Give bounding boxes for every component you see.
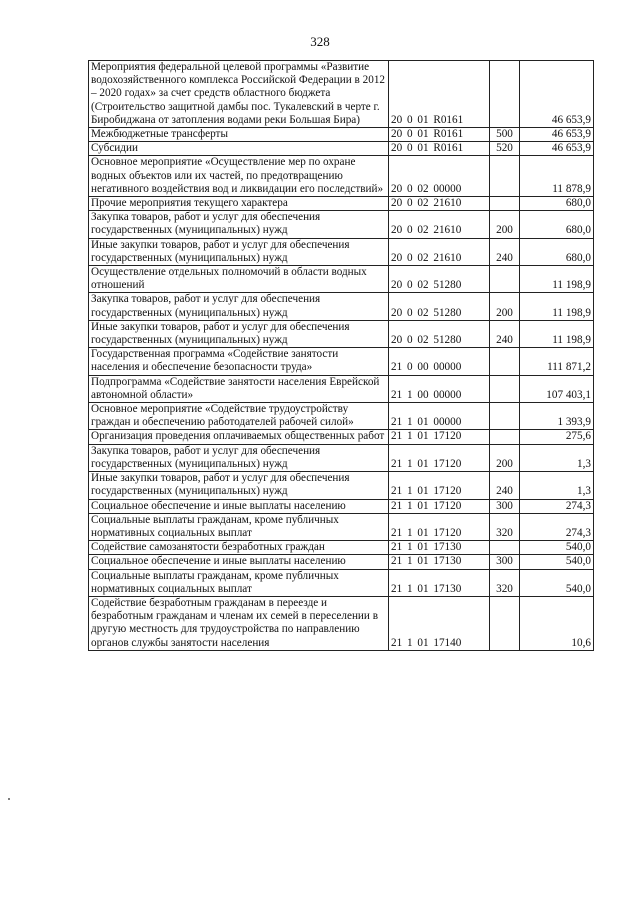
row-name: Подпрограмма «Содействие занятости населения Еврейской автономной области» (89, 375, 389, 402)
row-name: Организация проведения оплачиваемых общественных работ (89, 430, 389, 444)
row-expense-type: 500 (490, 128, 520, 142)
row-expense-type (490, 375, 520, 402)
row-name: Иные закупки товаров, работ и услуг для обеспечения государственных (муниципальных) нужд (89, 320, 389, 347)
row-name: Межбюджетные трансферты (89, 128, 389, 142)
row-target-code: 20 0 02 51280 (389, 320, 490, 347)
table-row (89, 569, 594, 596)
budget-table-body (89, 61, 594, 651)
row-expense-type: 240 (490, 238, 520, 265)
row-expense-type: 200 (490, 293, 520, 320)
row-amount: 540,0 (520, 541, 594, 555)
row-expense-type: 240 (490, 472, 520, 499)
row-amount: 111 871,2 (520, 348, 594, 375)
row-target-code: 20 0 02 51280 (389, 266, 490, 293)
table-row (89, 541, 594, 555)
row-target-code: 21 1 01 17120 (389, 430, 490, 444)
table-row (89, 238, 594, 265)
row-target-code: 20 0 02 51280 (389, 293, 490, 320)
row-name: Социальные выплаты гражданам, кроме публичных нормативных социальных выплат (89, 513, 389, 540)
row-name: Социальное обеспечение и иные выплаты населению (89, 555, 389, 569)
row-expense-type: 320 (490, 513, 520, 540)
row-target-code: 21 1 01 17120 (389, 513, 490, 540)
row-amount: 46 653,9 (520, 61, 594, 128)
row-expense-type (490, 348, 520, 375)
table-row (89, 142, 594, 156)
row-target-code: 20 0 01 R0161 (389, 142, 490, 156)
row-amount: 680,0 (520, 197, 594, 211)
row-expense-type (490, 596, 520, 650)
row-amount: 540,0 (520, 555, 594, 569)
page-number: 328 (310, 34, 330, 49)
row-expense-type (490, 266, 520, 293)
row-amount: 274,3 (520, 513, 594, 540)
table-row (89, 403, 594, 430)
table-row (89, 555, 594, 569)
row-amount: 1,3 (520, 472, 594, 499)
row-expense-type (490, 403, 520, 430)
row-name: Закупка товаров, работ и услуг для обеспечения государственных (муниципальных) нужд (89, 293, 389, 320)
row-name: Основное мероприятие «Содействие трудоустройству граждан и обеспечению работодателей рабочей силой» (89, 403, 389, 430)
row-amount: 680,0 (520, 211, 594, 238)
row-name: Государственная программа «Содействие занятости населения и обеспечение безопасности труда» (89, 348, 389, 375)
row-name: Содействие безработным гражданам в переезде и безработным гражданам и членам их семей в переселении в другую местность для трудоустройства по направлению органов службы занятости населения (89, 596, 389, 650)
table-row (89, 375, 594, 402)
row-amount: 680,0 (520, 238, 594, 265)
row-amount: 274,3 (520, 499, 594, 513)
row-amount: 540,0 (520, 569, 594, 596)
row-name: Иные закупки товаров, работ и услуг для обеспечения государственных (муниципальных) нужд (89, 472, 389, 499)
row-target-code: 20 0 02 21610 (389, 211, 490, 238)
row-target-code: 21 1 01 17140 (389, 596, 490, 650)
table-row (89, 320, 594, 347)
row-name: Социальные выплаты гражданам, кроме публичных нормативных социальных выплат (89, 569, 389, 596)
row-amount: 11 198,9 (520, 266, 594, 293)
table-row (89, 430, 594, 444)
row-target-code: 21 1 01 00000 (389, 403, 490, 430)
row-amount: 11 198,9 (520, 293, 594, 320)
row-target-code: 21 1 01 17120 (389, 444, 490, 471)
row-amount: 107 403,1 (520, 375, 594, 402)
row-target-code: 21 1 01 17130 (389, 541, 490, 555)
row-amount: 46 653,9 (520, 128, 594, 142)
row-expense-type (490, 156, 520, 197)
table-row (89, 444, 594, 471)
row-name: Мероприятия федеральной целевой программы «Развитие водохозяйственного комплекса Российской Федерации в 2012 – 2020 годах» за счет средств областного бюджета (Строительство защитной дамбы пос. Тукалевский в черте г. Биробиджана от затопления водами реки Большая Бира) (89, 61, 389, 128)
row-name: Основное мероприятие «Осуществление мер по охране водных объектов или их частей, по предотвращению негативного воздействия вод и ликвидации его последствий» (89, 156, 389, 197)
row-expense-type: 300 (490, 555, 520, 569)
row-target-code: 21 0 00 00000 (389, 348, 490, 375)
table-row (89, 499, 594, 513)
row-amount: 1 393,9 (520, 403, 594, 430)
row-target-code: 20 0 01 R0161 (389, 61, 490, 128)
row-expense-type: 200 (490, 444, 520, 471)
row-name: Осуществление отдельных полномочий в области водных отношений (89, 266, 389, 293)
table-row (89, 61, 594, 128)
row-target-code: 20 0 01 R0161 (389, 128, 490, 142)
table-row (89, 211, 594, 238)
table-row (89, 266, 594, 293)
row-name: Прочие мероприятия текущего характера (89, 197, 389, 211)
row-expense-type: 300 (490, 499, 520, 513)
row-name: Закупка товаров, работ и услуг для обеспечения государственных (муниципальных) нужд (89, 444, 389, 471)
table-row (89, 513, 594, 540)
table-row (89, 293, 594, 320)
row-expense-type: 240 (490, 320, 520, 347)
table-row (89, 596, 594, 650)
row-target-code: 21 1 00 00000 (389, 375, 490, 402)
row-amount: 275,6 (520, 430, 594, 444)
row-target-code: 21 1 01 17130 (389, 555, 490, 569)
table-row (89, 156, 594, 197)
row-expense-type: 320 (490, 569, 520, 596)
budget-table (88, 60, 594, 651)
row-target-code: 21 1 01 17120 (389, 472, 490, 499)
row-expense-type (490, 541, 520, 555)
row-expense-type: 200 (490, 211, 520, 238)
scan-speck (8, 798, 10, 800)
table-row (89, 348, 594, 375)
row-expense-type (490, 197, 520, 211)
row-name: Закупка товаров, работ и услуг для обеспечения государственных (муниципальных) нужд (89, 211, 389, 238)
row-amount: 11 878,9 (520, 156, 594, 197)
row-expense-type (490, 61, 520, 128)
row-name: Содействие самозанятости безработных граждан (89, 541, 389, 555)
row-name: Субсидии (89, 142, 389, 156)
row-amount: 11 198,9 (520, 320, 594, 347)
row-amount: 10,6 (520, 596, 594, 650)
row-name: Иные закупки товаров, работ и услуг для обеспечения государственных (муниципальных) нужд (89, 238, 389, 265)
row-target-code: 20 0 02 21610 (389, 197, 490, 211)
table-row (89, 197, 594, 211)
row-target-code: 21 1 01 17120 (389, 499, 490, 513)
row-target-code: 21 1 01 17130 (389, 569, 490, 596)
row-amount: 46 653,9 (520, 142, 594, 156)
row-expense-type: 520 (490, 142, 520, 156)
row-target-code: 20 0 02 21610 (389, 238, 490, 265)
table-row (89, 128, 594, 142)
row-target-code: 20 0 02 00000 (389, 156, 490, 197)
row-expense-type (490, 430, 520, 444)
row-name: Социальное обеспечение и иные выплаты населению (89, 499, 389, 513)
table-row (89, 472, 594, 499)
row-amount: 1,3 (520, 444, 594, 471)
